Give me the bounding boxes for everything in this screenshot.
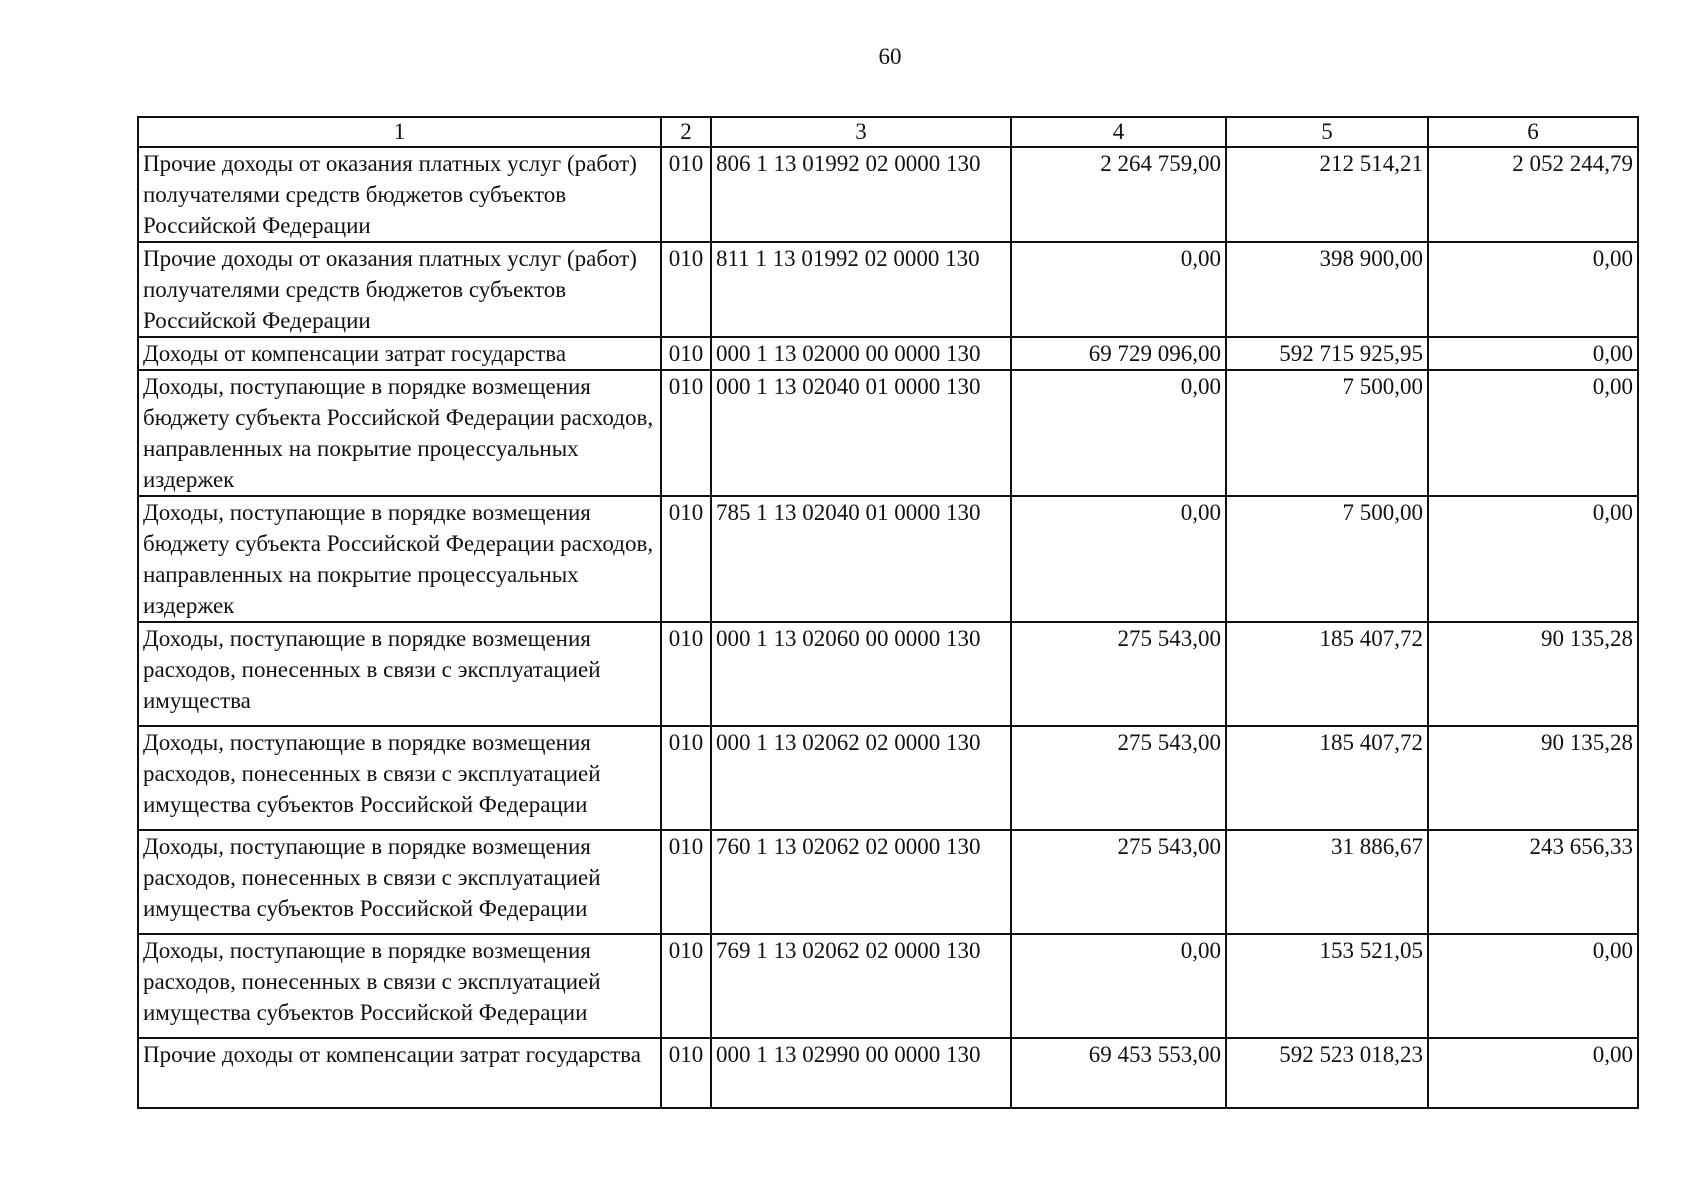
revenue-name: Доходы, поступающие в порядке возмещения расходов, понесенных в связи с эксплуатацией имущества субъектов Российской Федерации xyxy=(138,934,661,1038)
budget-classification-code: 000 1 13 02062 02 0000 130 xyxy=(711,726,1011,830)
table-row xyxy=(138,370,1638,496)
amount-col-4: 275 543,00 xyxy=(1011,726,1226,830)
amount-col-4: 69 453 553,00 xyxy=(1011,1038,1226,1108)
header-col-3: 3 xyxy=(711,117,1011,147)
page-number: 60 xyxy=(878,44,902,69)
budget-classification-code: 000 1 13 02000 00 0000 130 xyxy=(711,337,1011,370)
budget-classification-code: 811 1 13 01992 02 0000 130 xyxy=(711,242,1011,337)
amount-col-4: 0,00 xyxy=(1011,242,1226,337)
budget-classification-code: 785 1 13 02040 01 0000 130 xyxy=(711,496,1011,622)
amount-col-6: 0,00 xyxy=(1428,1038,1638,1108)
amount-col-6: 90 135,28 xyxy=(1428,726,1638,830)
amount-col-5: 212 514,21 xyxy=(1226,147,1428,242)
revenue-name: Доходы, поступающие в порядке возмещения расходов, понесенных в связи с эксплуатацией имущества xyxy=(138,622,661,726)
table-row xyxy=(138,830,1638,934)
table-row xyxy=(138,337,1638,370)
amount-col-4: 0,00 xyxy=(1011,934,1226,1038)
revenue-name: Прочие доходы от компенсации затрат государства xyxy=(138,1038,661,1108)
amount-col-6: 90 135,28 xyxy=(1428,622,1638,726)
amount-col-5: 592 715 925,95 xyxy=(1226,337,1428,370)
revenue-name: Доходы, поступающие в порядке возмещения расходов, понесенных в связи с эксплуатацией имущества субъектов Российской Федерации xyxy=(138,726,661,830)
amount-col-4: 275 543,00 xyxy=(1011,622,1226,726)
amount-col-5: 31 886,67 xyxy=(1226,830,1428,934)
line-code: 010 xyxy=(661,496,711,622)
amount-col-5: 185 407,72 xyxy=(1226,726,1428,830)
amount-col-4: 69 729 096,00 xyxy=(1011,337,1226,370)
revenue-name: Доходы, поступающие в порядке возмещения бюджету субъекта Российской Федерации расходов, направленных на покрытие процессуальных издержек xyxy=(138,370,661,496)
header-col-5: 5 xyxy=(1226,117,1428,147)
table-header-row xyxy=(138,117,1638,147)
revenue-table xyxy=(137,116,1639,1109)
amount-col-5: 7 500,00 xyxy=(1226,370,1428,496)
table-row xyxy=(138,242,1638,337)
amount-col-4: 275 543,00 xyxy=(1011,830,1226,934)
amount-col-6: 0,00 xyxy=(1428,934,1638,1038)
amount-col-4: 0,00 xyxy=(1011,496,1226,622)
line-code: 010 xyxy=(661,1038,711,1108)
table-row xyxy=(138,934,1638,1038)
revenue-name: Доходы, поступающие в порядке возмещения бюджету субъекта Российской Федерации расходов, направленных на покрытие процессуальных издержек xyxy=(138,496,661,622)
table-row xyxy=(138,622,1638,726)
budget-classification-code: 760 1 13 02062 02 0000 130 xyxy=(711,830,1011,934)
line-code: 010 xyxy=(661,726,711,830)
table-row xyxy=(138,496,1638,622)
amount-col-4: 0,00 xyxy=(1011,370,1226,496)
line-code: 010 xyxy=(661,622,711,726)
amount-col-5: 185 407,72 xyxy=(1226,622,1428,726)
amount-col-6: 0,00 xyxy=(1428,370,1638,496)
budget-classification-code: 000 1 13 02060 00 0000 130 xyxy=(711,622,1011,726)
amount-col-6: 243 656,33 xyxy=(1428,830,1638,934)
amount-col-6: 2 052 244,79 xyxy=(1428,147,1638,242)
header-col-6: 6 xyxy=(1428,117,1638,147)
amount-col-6: 0,00 xyxy=(1428,496,1638,622)
line-code: 010 xyxy=(661,934,711,1038)
revenue-name: Прочие доходы от оказания платных услуг (работ) получателями средств бюджетов субъектов Российской Федерации xyxy=(138,147,661,242)
header-col-4: 4 xyxy=(1011,117,1226,147)
revenue-name: Доходы от компенсации затрат государства xyxy=(138,337,661,370)
line-code: 010 xyxy=(661,147,711,242)
amount-col-6: 0,00 xyxy=(1428,337,1638,370)
budget-classification-code: 769 1 13 02062 02 0000 130 xyxy=(711,934,1011,1038)
revenue-name: Прочие доходы от оказания платных услуг (работ) получателями средств бюджетов субъектов Российской Федерации xyxy=(138,242,661,337)
amount-col-5: 592 523 018,23 xyxy=(1226,1038,1428,1108)
budget-classification-code: 000 1 13 02040 01 0000 130 xyxy=(711,370,1011,496)
amount-col-5: 7 500,00 xyxy=(1226,496,1428,622)
header-col-1: 1 xyxy=(138,117,661,147)
line-code: 010 xyxy=(661,370,711,496)
budget-classification-code: 000 1 13 02990 00 0000 130 xyxy=(711,1038,1011,1108)
revenue-name: Доходы, поступающие в порядке возмещения расходов, понесенных в связи с эксплуатацией имущества субъектов Российской Федерации xyxy=(138,830,661,934)
amount-col-6: 0,00 xyxy=(1428,242,1638,337)
amount-col-5: 153 521,05 xyxy=(1226,934,1428,1038)
line-code: 010 xyxy=(661,830,711,934)
amount-col-5: 398 900,00 xyxy=(1226,242,1428,337)
table-row xyxy=(138,147,1638,242)
table-row xyxy=(138,1038,1638,1108)
amount-col-4: 2 264 759,00 xyxy=(1011,147,1226,242)
table-row xyxy=(138,726,1638,830)
line-code: 010 xyxy=(661,337,711,370)
line-code: 010 xyxy=(661,242,711,337)
header-col-2: 2 xyxy=(661,117,711,147)
budget-classification-code: 806 1 13 01992 02 0000 130 xyxy=(711,147,1011,242)
